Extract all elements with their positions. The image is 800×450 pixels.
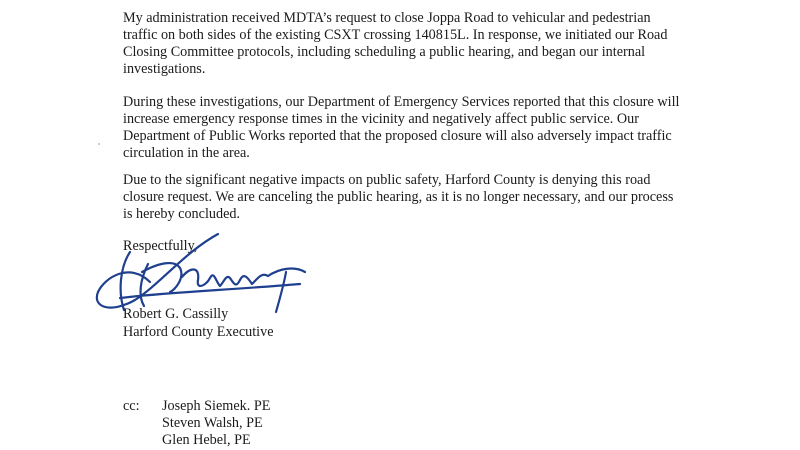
signer-title: Harford County Executive bbox=[123, 324, 274, 340]
closing-salutation: Respectfully, bbox=[123, 238, 198, 254]
cc-recipient: Glen Hebel, PE bbox=[162, 432, 251, 448]
paragraph-denial: Due to the significant negative impacts on public safety, Harford County is denying this road closure request. We are canceling the public hearing, as it is no longer necessary, and our process is hereby concluded. bbox=[123, 172, 674, 222]
paragraph-investigation-findings: During these investigations, our Department of Emergency Services reported that this closure will increase emergency response times in the vicinity and negatively affect public service. Our Department of Public Works reported that the proposed closure will also adversely impact traffic circulation in the area. bbox=[123, 94, 680, 161]
cc-recipient-list bbox=[162, 398, 270, 449]
cc-recipient: Steven Walsh, PE bbox=[162, 415, 263, 431]
cc-recipient: Joseph Siemek. PE bbox=[162, 398, 271, 414]
scan-speck bbox=[98, 143, 100, 145]
cc-label: cc: bbox=[123, 398, 140, 414]
signer-name: Robert G. Cassilly bbox=[123, 306, 229, 322]
paragraph-request-received: My administration received MDTA’s request to close Joppa Road to vehicular and pedestrian traffic on both sides of the existing CSXT crossing 140815L. In response, we initiated our Road Closing Committee protocols, including scheduling a public hearing, and began our internal investigations. bbox=[123, 10, 668, 77]
